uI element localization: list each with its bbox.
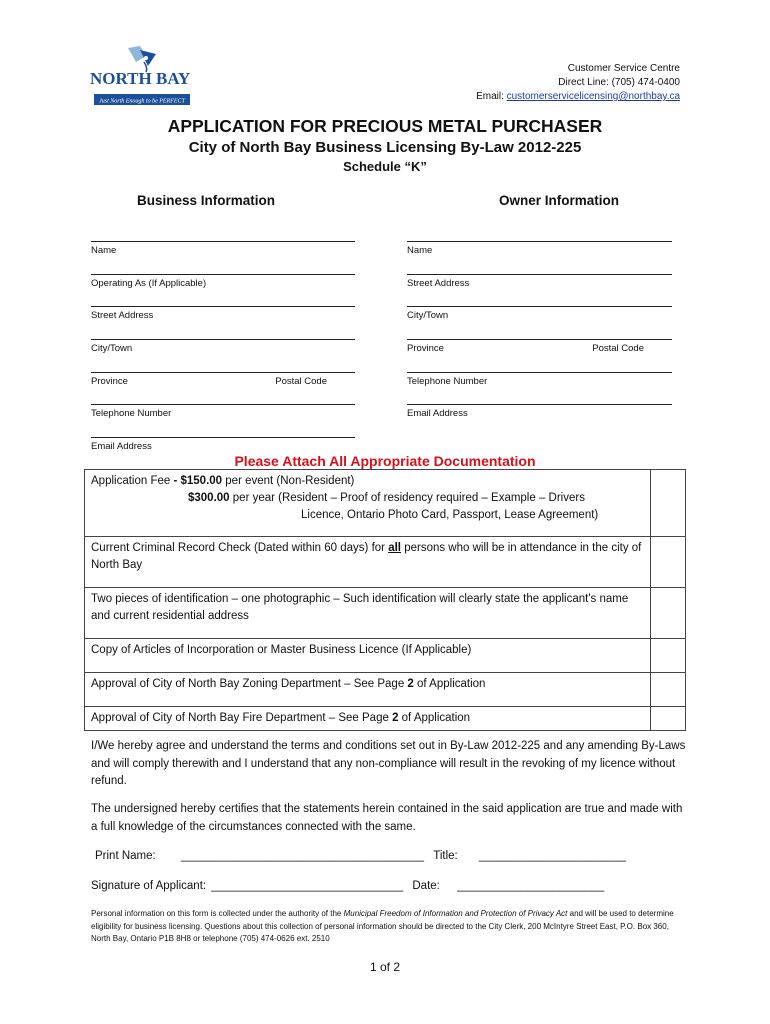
fire-text: Approval of City of North Bay Fire Department – See Page [91, 712, 393, 724]
field-label: Name [407, 245, 433, 256]
field-label: Street Address [91, 310, 154, 321]
fee-amount-year: $300.00 [188, 492, 230, 504]
field-label: Name [91, 245, 117, 256]
fire-page: 2 [392, 712, 399, 724]
business-street-field[interactable] [91, 306, 355, 321]
field-label: Postal Code [592, 343, 644, 354]
contact-direct-line: Direct Line: (705) 474-0400 [558, 77, 680, 88]
business-city-field[interactable] [91, 339, 355, 354]
checkbox-cell[interactable] [651, 470, 686, 537]
field-label: Email Address [91, 441, 152, 452]
print-name-line[interactable]: ______________________________________ [181, 850, 425, 862]
page-number: 1 of 2 [369, 960, 401, 974]
checkbox-cell[interactable] [651, 707, 686, 731]
north-bay-logo [88, 44, 196, 108]
contact-centre: Customer Service Centre [567, 63, 680, 74]
logo-tagline: Just North Enough to be PERFECT [99, 98, 185, 105]
fee-prefix: Application Fee [91, 475, 174, 487]
criminal-record-cell [85, 537, 651, 588]
business-province-postal-field[interactable] [91, 372, 355, 387]
articles-cell: Copy of Articles of Incorporation or Master Business Licence (If Applicable) [85, 639, 651, 673]
checkbox-cell[interactable] [651, 588, 686, 639]
contact-email-label: Email: [476, 91, 507, 102]
zoning-suffix: of Application [413, 678, 486, 690]
print-name-label: Print Name: [95, 850, 156, 862]
fire-approval-cell [85, 707, 651, 731]
certification-paragraph: The undersigned hereby certifies that the statements herein contained in the said application are true and made with a full knowledge of the circumstances connected with the same. [91, 803, 683, 833]
field-label: Street Address [407, 278, 470, 289]
checkbox-cell[interactable] [651, 639, 686, 673]
form-subtitle: City of North Bay Business Licensing By-Law 2012-225 [188, 139, 582, 156]
contact-email-row [476, 90, 680, 104]
field-label: Operating As (If Applicable) [91, 278, 207, 289]
owner-name-field[interactable] [407, 241, 672, 256]
print-name-row [91, 850, 626, 862]
zoning-text: Approval of City of North Bay Zoning Department – See Page [91, 678, 408, 690]
field-label: Email Address [407, 408, 468, 419]
business-information-heading: Business Information [137, 193, 276, 208]
form-title: APPLICATION FOR PRECIOUS METAL PURCHASER [167, 116, 603, 136]
field-label: City/Town [91, 343, 133, 354]
owner-city-field[interactable] [407, 306, 672, 321]
owner-information-heading: Owner Information [499, 193, 620, 208]
checkbox-cell[interactable] [651, 673, 686, 707]
privacy-act-name: Municipal Freedom of Information and Protection of Privacy Act [343, 909, 568, 918]
title-line[interactable]: _______________________ [478, 850, 627, 862]
owner-province-postal-field[interactable] [407, 339, 672, 354]
signature-label: Signature of Applicant: [91, 880, 207, 892]
field-label: City/Town [407, 310, 449, 321]
fee-event-text: per event (Non-Resident) [222, 475, 355, 487]
owner-email-field[interactable] [407, 404, 672, 419]
fire-suffix: of Application [398, 712, 471, 724]
signature-row [91, 880, 604, 892]
zoning-approval-cell [85, 673, 651, 707]
fee-residency-proof: Licence, Ontario Photo Card, Passport, Lease Agreement) [301, 509, 599, 521]
contact-block [476, 62, 680, 104]
identification-cell: Two pieces of identification – one photographic – Such identification will clearly state the applicant's name and current residential address [85, 588, 651, 639]
agreement-paragraph: I/We hereby agree and understand the terms and conditions set out in By-Law 2012-225 and any amending By-Laws and will comply therewith and I understand that any non-compliance will result in the revoking of my licence without refund. [91, 740, 686, 787]
business-operating-as-field[interactable] [91, 274, 355, 289]
fee-year-text: per year (Resident – Proof of residency required – Example – Drivers [229, 492, 585, 504]
field-label: Telephone Number [407, 376, 488, 387]
title-label: Title: [433, 850, 458, 862]
criminal-suffix: persons who will be in attendance in the city of North Bay [91, 542, 642, 571]
contact-email-link[interactable]: customerservicelicensing@northbay.ca [506, 91, 680, 102]
field-label: Telephone Number [91, 408, 172, 419]
field-label: Province [407, 343, 444, 354]
business-phone-field[interactable] [91, 404, 355, 419]
date-label: Date: [412, 880, 440, 892]
owner-phone-field[interactable] [407, 372, 672, 387]
checkbox-cell[interactable] [651, 537, 686, 588]
fee-amount-event: - $150.00 [173, 475, 223, 487]
criminal-text: Current Criminal Record Check (Dated within 60 days) for [91, 542, 389, 554]
table-row [85, 470, 686, 537]
documentation-checklist [84, 469, 686, 731]
business-email-field[interactable] [91, 437, 355, 452]
fee-cell [85, 470, 651, 537]
form-schedule: Schedule “K” [343, 159, 427, 174]
table-row [85, 707, 686, 731]
privacy-prefix: Personal information on this form is collected under the authority of the [91, 909, 344, 918]
privacy-notice [91, 908, 681, 946]
business-name-field[interactable] [91, 241, 355, 256]
table-row [85, 537, 686, 588]
logo-name: NORTH BAY [90, 69, 191, 88]
field-label: Postal Code [275, 376, 327, 387]
attach-documentation-heading: Please Attach All Appropriate Documentation [234, 453, 536, 469]
table-row [85, 673, 686, 707]
table-row [85, 588, 686, 639]
zoning-page: 2 [407, 678, 414, 690]
signature-line[interactable]: ______________________________ [211, 880, 404, 892]
table-row [85, 639, 686, 673]
privacy-suffix: and will be used to determine eligibility for business licensing. Questions about this collection of personal information should be directed to the City Clerk, 200 McIntyre Street East, P.O. Box 360, North Bay, Ontario P1B 8H8 or telephone (705) 474-0626 ext. 2510 [91, 909, 674, 943]
owner-street-field[interactable] [407, 274, 672, 289]
field-label: Province [91, 376, 128, 387]
date-line[interactable]: _______________________ [457, 880, 605, 892]
criminal-all: all [388, 542, 401, 554]
